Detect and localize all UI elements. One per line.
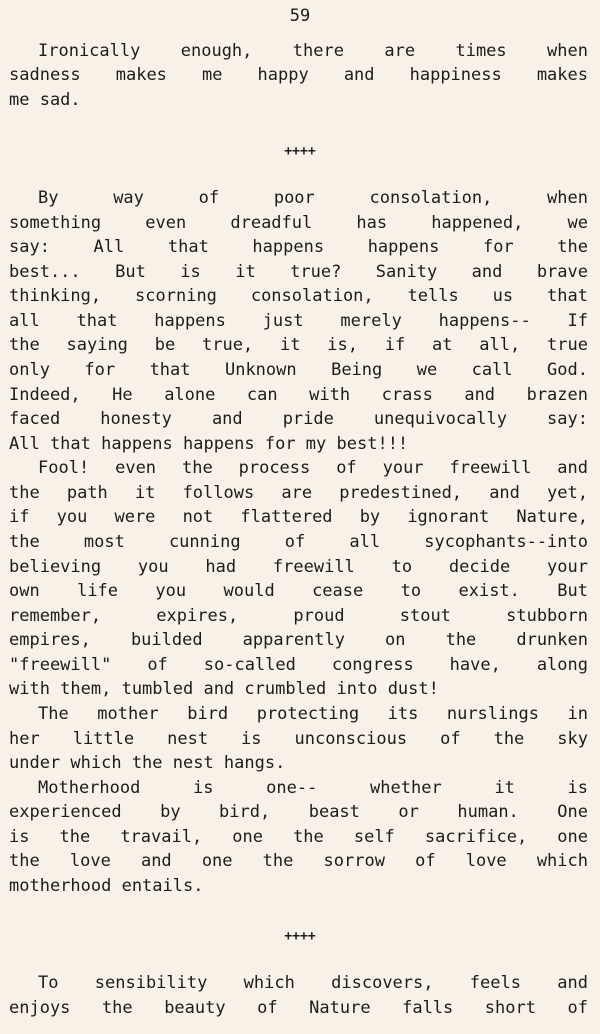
- text-line: thinking, scorning consolation, tells us that: [9, 286, 588, 306]
- text-line: something even dreadful has happened, we: [9, 213, 588, 233]
- text-line: her little nest is unconscious of the sky: [9, 729, 588, 749]
- text-line: Motherhood is one-- whether it is: [38, 778, 588, 798]
- text-line: By way of poor consolation, when: [38, 188, 588, 208]
- text-line: motherhood entails.: [9, 876, 204, 896]
- text-line: me sad.: [9, 90, 81, 110]
- text-line: To sensibility which discovers, feels and: [38, 973, 588, 993]
- text-line: All that happens happens for my best!!!: [9, 434, 409, 454]
- text-line: only for that Unknown Being we call God.: [9, 360, 588, 380]
- page-number: 59: [289, 6, 311, 26]
- text-line: Ironically enough, there are times when: [38, 41, 588, 61]
- text-line: "freewill" of so-called congress have, along: [9, 655, 588, 675]
- text-line: the most cunning of all sycophants--into: [9, 532, 588, 552]
- text-line: the path it follows are predestined, and yet,: [9, 483, 588, 503]
- text-line: empires, builded apparently on the drunken: [9, 630, 588, 650]
- text-line: say: All that happens happens for the: [9, 237, 588, 257]
- text-line: with them, tumbled and crumbled into dust!: [9, 679, 439, 699]
- text-line: The mother bird protecting its nurslings in: [38, 704, 588, 724]
- section-separator: ++++: [284, 144, 316, 159]
- text-line: Fool! even the process of your freewill and: [38, 458, 588, 478]
- text-line: if you were not flattered by ignorant Nature,: [9, 507, 588, 527]
- text-line: best... But is it true? Sanity and brave: [9, 262, 588, 282]
- section-separator: ++++: [284, 929, 316, 944]
- text-line: sadness makes me happy and happiness makes: [9, 65, 588, 85]
- text-line: experienced by bird, beast or human. One: [9, 802, 588, 822]
- text-line: enjoys the beauty of Nature falls short of: [9, 998, 588, 1018]
- text-line: under which the nest hangs.: [9, 753, 286, 773]
- text-line: the saying be true, it is, if at all, true: [9, 335, 588, 355]
- text-line: is the travail, one the self sacrifice, one: [9, 827, 588, 847]
- text-line: all that happens just merely happens-- If: [9, 311, 588, 331]
- text-line: the love and one the sorrow of love which: [9, 851, 588, 871]
- text-line: remember, expires, proud stout stubborn: [9, 606, 588, 626]
- text-line: Indeed, He alone can with crass and brazen: [9, 385, 588, 405]
- text-line: own life you would cease to exist. But: [9, 581, 588, 601]
- text-line: faced honesty and pride unequivocally say:: [9, 409, 588, 429]
- text-line: believing you had freewill to decide your: [9, 557, 588, 577]
